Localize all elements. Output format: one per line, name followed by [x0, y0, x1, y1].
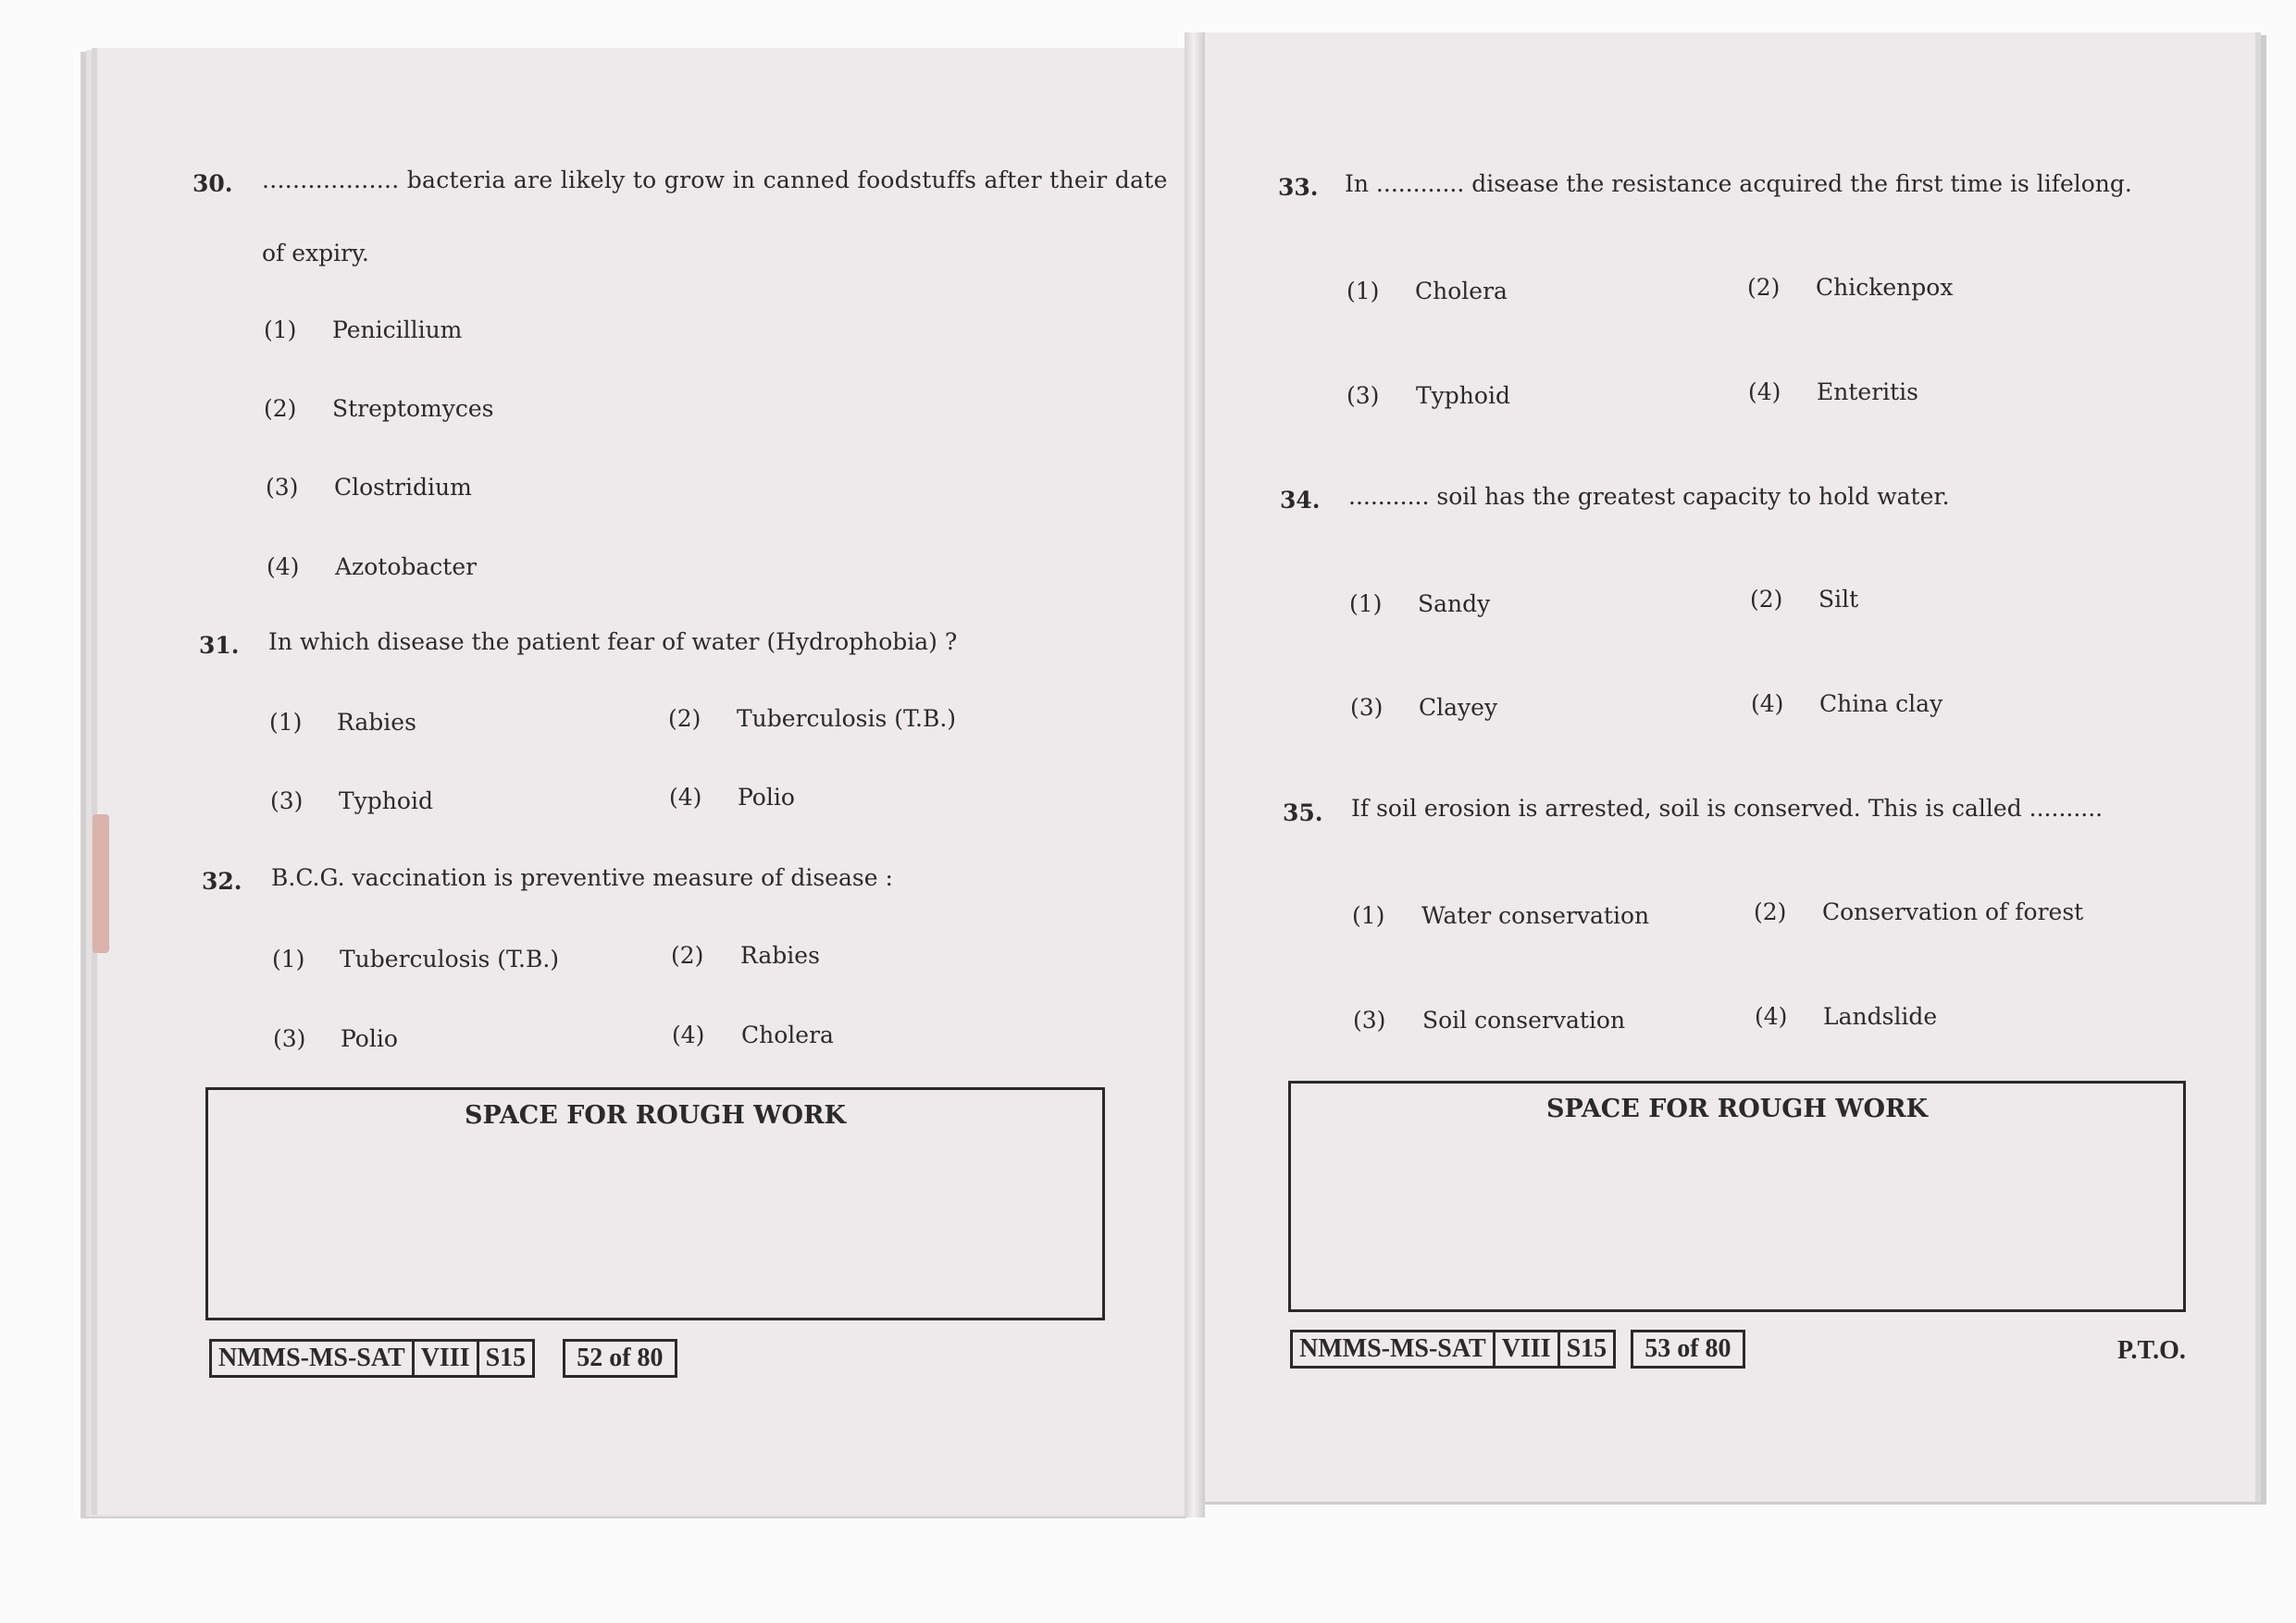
question-32-option-1[interactable]: Tuberculosis (T.B.) [340, 946, 560, 973]
question-33-option-2-number: (2) [1747, 274, 1781, 301]
exam-code-box-left [209, 1339, 535, 1378]
question-33-number: 33. [1278, 174, 1319, 201]
question-30-option-2[interactable]: Streptomyces [332, 395, 494, 422]
question-31-text: In which disease the patient fear of water (Hydrophobia) ? [268, 628, 958, 655]
question-32-option-4-number: (4) [672, 1022, 705, 1048]
question-32-option-2[interactable]: Rabies [740, 942, 820, 969]
question-35-option-3-number: (3) [1353, 1007, 1386, 1034]
footer-left [209, 1339, 677, 1378]
set-code-right: S15 [1558, 1332, 1614, 1366]
exam-name-right: NMMS-MS-SAT [1299, 1334, 1486, 1363]
question-32-option-3[interactable]: Polio [341, 1025, 398, 1052]
question-31-option-3[interactable]: Typhoid [339, 787, 433, 814]
question-35-option-2-number: (2) [1754, 898, 1787, 925]
set-code-left: S15 [477, 1342, 533, 1375]
rough-work-box-right[interactable] [1288, 1081, 2186, 1312]
question-34-option-2-number: (2) [1750, 586, 1783, 613]
question-33-option-1-number: (1) [1347, 278, 1380, 304]
question-30-option-4[interactable]: Azotobacter [335, 553, 478, 580]
question-31-option-3-number: (3) [270, 787, 304, 814]
question-32-text: B.C.G. vaccination is preventive measure of disease : [271, 864, 893, 891]
book-spine [1185, 32, 1205, 1518]
question-34-option-4[interactable]: China clay [1819, 690, 1943, 717]
question-34-option-3[interactable]: Clayey [1419, 694, 1498, 721]
question-31-option-4-number: (4) [669, 784, 702, 811]
question-34-option-4-number: (4) [1751, 690, 1784, 717]
question-33-option-3-number: (3) [1347, 382, 1380, 409]
question-35-option-3[interactable]: Soil conservation [1422, 1007, 1626, 1034]
exam-name-left: NMMS-MS-SAT [218, 1344, 405, 1372]
question-35-option-1-number: (1) [1352, 902, 1385, 929]
question-31-option-2-number: (2) [668, 705, 701, 732]
question-32-option-4[interactable]: Cholera [741, 1022, 834, 1048]
question-31-number: 31. [199, 632, 240, 659]
question-35-text: If soil erosion is arrested, soil is conserved. This is called .......... [1351, 795, 2104, 822]
pto-label: P.T.O. [2117, 1336, 2186, 1365]
question-30-option-1-number: (1) [264, 316, 297, 343]
question-32-option-1-number: (1) [272, 946, 305, 973]
question-30-option-3[interactable]: Clostridium [334, 474, 472, 501]
question-33-option-2[interactable]: Chickenpox [1816, 274, 1954, 301]
question-32-number: 32. [202, 868, 242, 895]
question-30-option-2-number: (2) [264, 395, 297, 422]
question-31-option-2[interactable]: Tuberculosis (T.B.) [737, 705, 957, 732]
question-32-option-3-number: (3) [273, 1025, 306, 1052]
question-30-option-3-number: (3) [266, 474, 299, 501]
question-35-option-2[interactable]: Conservation of forest [1822, 898, 2084, 925]
question-32-option-2-number: (2) [671, 942, 704, 969]
question-31-option-1-number: (1) [269, 709, 303, 736]
question-33-option-4-number: (4) [1748, 378, 1781, 405]
question-35-option-4-number: (4) [1755, 1003, 1788, 1030]
question-35-number: 35. [1283, 799, 1323, 826]
question-34-number: 34. [1280, 487, 1321, 514]
question-33-text: In ............ disease the resistance acquired the first time is lifelong. [1345, 170, 2132, 197]
question-35-option-1[interactable]: Water conservation [1421, 902, 1650, 929]
rough-work-title-right: SPACE FOR ROUGH WORK [1545, 1095, 1928, 1123]
question-31-option-1[interactable]: Rabies [337, 709, 416, 736]
class-left: VIII [412, 1342, 477, 1375]
question-30-option-4-number: (4) [267, 553, 300, 580]
footer-right [1290, 1330, 1745, 1369]
question-34-text: ........... soil has the greatest capacity to hold water. [1348, 483, 1950, 510]
class-right: VIII [1493, 1332, 1558, 1366]
question-33-option-3[interactable]: Typhoid [1416, 382, 1510, 409]
question-35-option-4[interactable]: Landslide [1823, 1003, 1938, 1030]
question-34-option-2[interactable]: Silt [1818, 586, 1859, 613]
question-30-text-line2: of expiry. [262, 240, 369, 266]
question-34-option-1-number: (1) [1349, 590, 1383, 617]
question-30-option-1[interactable]: Penicillium [332, 316, 463, 343]
rough-work-box-left[interactable] [205, 1087, 1105, 1320]
question-33-option-1[interactable]: Cholera [1415, 278, 1508, 304]
question-33-option-4[interactable]: Enteritis [1817, 378, 1919, 405]
question-30-text-line1: .................. bacteria are likely to grow in canned foodstuffs after their date [262, 167, 1168, 193]
question-34-option-3-number: (3) [1350, 694, 1384, 721]
rough-work-title-left: SPACE FOR ROUGH WORK [464, 1101, 846, 1130]
exam-code-box-right [1290, 1330, 1616, 1369]
page-number-right: 53 of 80 [1631, 1330, 1744, 1369]
page-number-left: 52 of 80 [563, 1339, 676, 1378]
question-34-option-1[interactable]: Sandy [1418, 590, 1491, 617]
question-30-number: 30. [192, 170, 233, 197]
binding-tape [93, 814, 109, 953]
question-31-option-4[interactable]: Polio [738, 784, 795, 811]
